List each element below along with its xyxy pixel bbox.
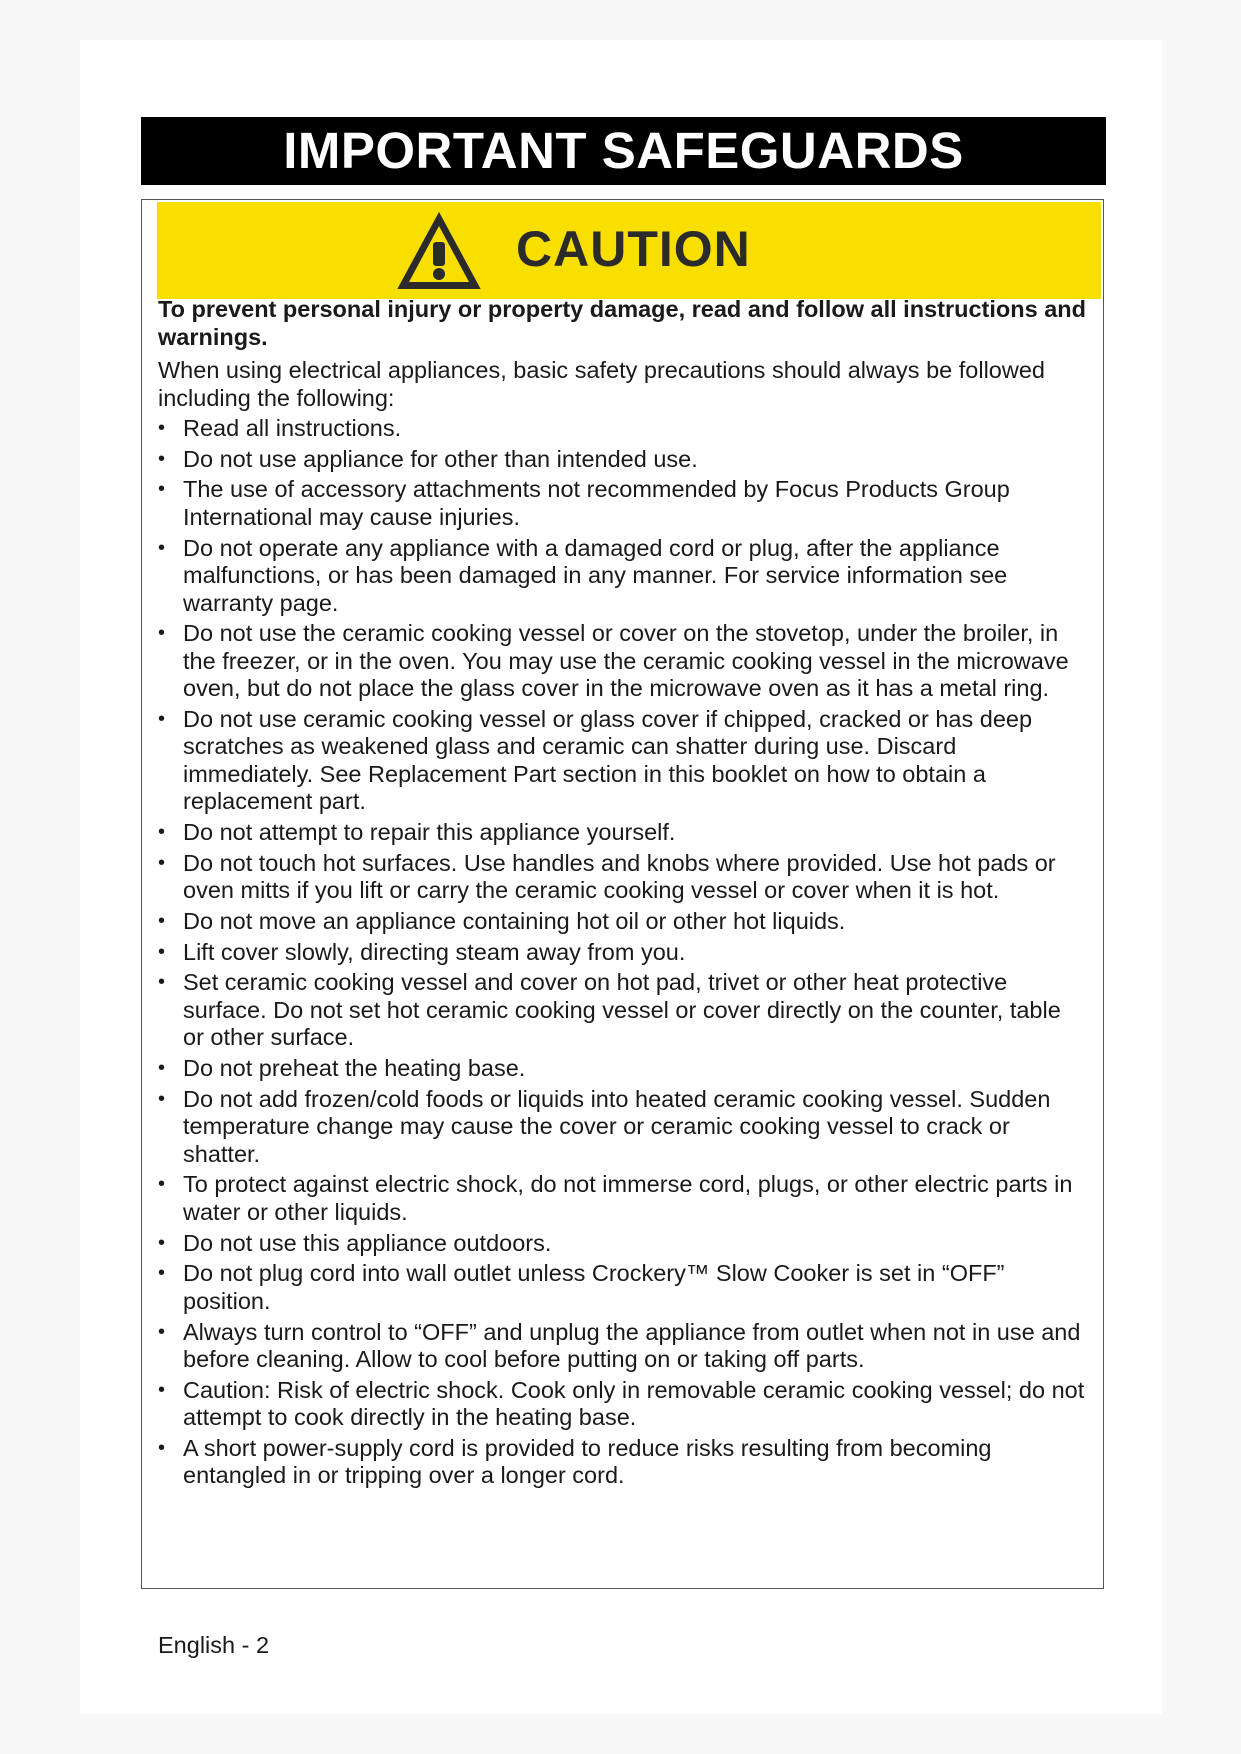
list-item xyxy=(158,620,1088,703)
bullet-icon: • xyxy=(158,1173,166,1196)
list-item-text: The use of accessory attachments not recommended by Focus Products Group International may cause injuries. xyxy=(183,476,1010,530)
list-item xyxy=(158,1435,1088,1490)
list-item xyxy=(158,415,1088,443)
bullet-icon: • xyxy=(158,478,166,501)
bullet-icon: • xyxy=(158,536,166,559)
list-item xyxy=(158,908,1088,936)
bullet-icon: • xyxy=(158,940,166,963)
bullet-icon: • xyxy=(158,1087,166,1110)
list-item xyxy=(158,706,1088,816)
bullet-icon: • xyxy=(158,971,166,994)
bullet-icon: • xyxy=(158,1262,166,1285)
bullet-icon: • xyxy=(158,1320,166,1343)
list-item xyxy=(158,1055,1088,1083)
list-item-text: Do not attempt to repair this appliance yourself. xyxy=(183,819,676,846)
list-item xyxy=(158,1319,1088,1374)
list-item xyxy=(158,446,1088,474)
list-item-text: Do not preheat the heating base. xyxy=(183,1055,526,1082)
list-item xyxy=(158,969,1088,1052)
bullet-icon: • xyxy=(158,910,166,932)
bullet-icon: • xyxy=(158,851,166,874)
list-item xyxy=(158,1377,1088,1432)
list-item-text: To protect against electric shock, do not immerse cord, plugs, or other electric parts in water or other liquids. xyxy=(183,1171,1073,1225)
list-item-text: Set ceramic cooking vessel and cover on hot pad, trivet or other heat protective surface. Do not set hot ceramic cooking vessel or cover directly on the counter, table or other surface. xyxy=(183,969,1061,1051)
list-item xyxy=(158,1230,1088,1258)
list-item xyxy=(158,1260,1088,1315)
bullet-icon: • xyxy=(158,1057,166,1080)
safeguard-list xyxy=(158,415,1088,1493)
list-item xyxy=(158,476,1088,531)
intro-text: When using electrical appliances, basic safety precautions should always be followed including the following: xyxy=(158,357,1045,411)
list-item xyxy=(158,939,1088,967)
list-item xyxy=(158,1086,1088,1169)
bullet-icon: • xyxy=(158,1231,166,1254)
list-item-text: Do not plug cord into wall outlet unless Crockery™ Slow Cooker is set in “OFF” position. xyxy=(183,1260,1005,1314)
caution-label: CAUTION xyxy=(516,221,751,277)
page-title: IMPORTANT SAFEGUARDS xyxy=(141,117,1106,185)
list-item xyxy=(158,1171,1088,1226)
list-item-text: Do not move an appliance containing hot oil or other hot liquids. xyxy=(183,908,846,934)
bullet-icon: • xyxy=(158,417,166,439)
warning-triangle-icon xyxy=(395,210,483,292)
list-item xyxy=(158,819,1088,847)
bullet-icon: • xyxy=(158,447,166,470)
list-item-text: Always turn control to “OFF” and unplug the appliance from outlet when not in use and before cleaning. Allow to cool before putting on or taking off parts. xyxy=(183,1318,1081,1372)
bullet-icon: • xyxy=(158,622,166,645)
list-item-text: Do not use the ceramic cooking vessel or cover on the stovetop, under the broiler, in the freezer, or in the oven. You may use the ceramic cooking vessel in the microwave oven, but do not place the glass cover in the microwave oven as it has a metal ring. xyxy=(183,620,1069,702)
list-item-text: Do not touch hot surfaces. Use handles and knobs where provided. Use hot pads or oven mitts if you lift or carry the ceramic cooking vessel or cover when it is hot. xyxy=(183,849,1056,904)
list-item xyxy=(158,535,1088,618)
list-item-text: Lift cover slowly, directing steam away from you. xyxy=(183,938,686,965)
list-item-text: Do not use appliance for other than intended use. xyxy=(183,445,698,472)
caution-banner xyxy=(157,202,1101,299)
bullet-icon: • xyxy=(158,821,166,844)
bullet-icon: • xyxy=(158,1436,166,1459)
list-item-text: Do not operate any appliance with a damaged cord or plug, after the appliance malfunctions, or has been damaged in any manner. For service information see warranty page. xyxy=(183,534,1008,616)
safeguards-box xyxy=(141,199,1104,1589)
list-item-text: Do not add frozen/cold foods or liquids into heated ceramic cooking vessel. Sudden temperature change may cause the cover or ceramic cooking vessel to crack or shatter. xyxy=(183,1085,1051,1167)
list-item xyxy=(158,850,1088,905)
intro-bold-text: To prevent personal injury or property damage, read and follow all instructions and warnings. xyxy=(158,296,1086,350)
bullet-icon: • xyxy=(158,707,166,730)
list-item-text: Read all instructions. xyxy=(183,415,402,441)
list-item-text: Caution: Risk of electric shock. Cook only in removable ceramic cooking vessel; do not attempt to cook directly in the heating base. xyxy=(183,1376,1085,1431)
list-item-text: A short power-supply cord is provided to reduce risks resulting from becoming entangled in or tripping over a longer cord. xyxy=(183,1434,992,1489)
list-item-text: Do not use this appliance outdoors. xyxy=(183,1229,552,1256)
list-item-text: Do not use ceramic cooking vessel or glass cover if chipped, cracked or has deep scratches as weakened glass and ceramic can shatter during use. Discard immediately. See Replacement Part section in this booklet on how to obtain a replacement part. xyxy=(183,705,1033,815)
page-number: English - 2 xyxy=(158,1632,270,1658)
bullet-icon: • xyxy=(158,1378,166,1401)
